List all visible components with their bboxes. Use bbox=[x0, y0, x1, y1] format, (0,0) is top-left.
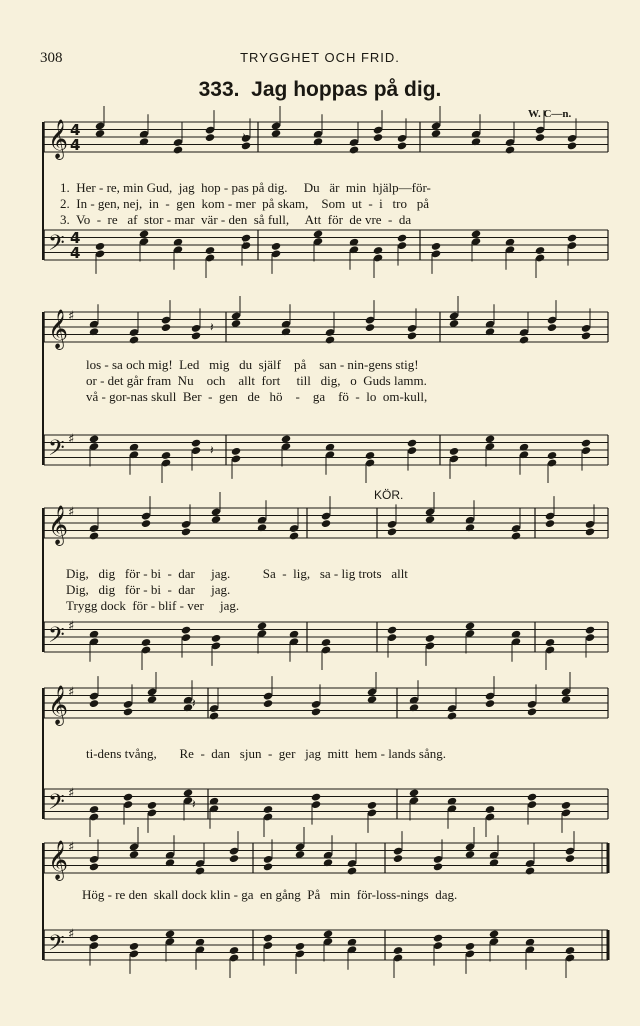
note-head bbox=[141, 519, 151, 528]
note-head bbox=[525, 866, 535, 875]
note-head bbox=[229, 946, 239, 955]
note-head bbox=[387, 527, 397, 536]
note-head bbox=[585, 527, 595, 536]
note-head bbox=[205, 246, 215, 255]
note-head bbox=[89, 805, 99, 814]
note-head bbox=[393, 854, 403, 863]
treble-clef-icon: 𝄞 bbox=[48, 505, 69, 545]
note-head bbox=[95, 242, 105, 251]
treble-clef-icon: 𝄞 bbox=[48, 685, 69, 725]
note-head bbox=[365, 451, 375, 460]
note-head bbox=[565, 946, 575, 955]
note-head bbox=[547, 323, 557, 332]
treble-clef-icon: 𝄞 bbox=[48, 840, 69, 880]
note-head bbox=[141, 638, 151, 647]
note-head bbox=[311, 707, 321, 716]
note-head bbox=[195, 866, 205, 875]
note-head bbox=[365, 323, 375, 332]
treble-clef-icon: 𝄞 bbox=[48, 309, 69, 349]
note-head bbox=[263, 934, 273, 943]
note-head bbox=[263, 862, 273, 871]
rest-icon: 𝄽 bbox=[192, 797, 196, 811]
note-head bbox=[373, 246, 383, 255]
page-number: 308 bbox=[40, 50, 63, 66]
note-head bbox=[425, 634, 435, 643]
note-head bbox=[321, 519, 331, 528]
note-head bbox=[545, 519, 555, 528]
note-head bbox=[465, 942, 475, 951]
sharp-icon: ♯ bbox=[68, 309, 75, 324]
note-head bbox=[393, 946, 403, 955]
time-signature: 4 bbox=[70, 136, 81, 154]
note-head bbox=[147, 801, 157, 810]
time-signature: 4 bbox=[70, 121, 81, 139]
note-head bbox=[431, 242, 441, 251]
time-signature: 4 bbox=[70, 229, 81, 247]
rest-icon: 𝄽 bbox=[242, 130, 246, 144]
note-head bbox=[397, 141, 407, 150]
note-head bbox=[129, 335, 139, 344]
note-head bbox=[123, 707, 133, 716]
note-head bbox=[505, 145, 515, 154]
note-head bbox=[211, 634, 221, 643]
note-head bbox=[89, 862, 99, 871]
lyric-line: Dig, dig för - bi - dar jag. Sa - lig, sa - lig trots allt bbox=[66, 566, 408, 581]
note-head bbox=[263, 805, 273, 814]
chorus-label: KÖR. bbox=[374, 488, 404, 502]
sharp-icon: ♯ bbox=[68, 927, 75, 942]
note-head bbox=[485, 699, 495, 708]
treble-clef-icon: 𝄞 bbox=[48, 119, 69, 159]
note-head bbox=[209, 711, 219, 720]
bass-clef-icon: 𝄢 bbox=[48, 436, 65, 466]
bass-clef-icon: 𝄢 bbox=[48, 790, 65, 820]
lyric-line: los - sa och mig! Led mig du själf på san - nin-gens stig! bbox=[86, 357, 419, 372]
note-head bbox=[433, 862, 443, 871]
note-head bbox=[229, 854, 239, 863]
note-head bbox=[447, 711, 457, 720]
note-head bbox=[325, 335, 335, 344]
note-head bbox=[161, 451, 171, 460]
note-head bbox=[231, 447, 241, 456]
lyric-line: ti-dens tvång, Re - dan sjun - ger jag mitt hem - lands sång. bbox=[86, 746, 446, 761]
note-head bbox=[407, 439, 417, 448]
note-head bbox=[449, 447, 459, 456]
sharp-icon: ♯ bbox=[68, 432, 75, 447]
note-head bbox=[397, 234, 407, 243]
note-head bbox=[567, 234, 577, 243]
note-head bbox=[567, 141, 577, 150]
bass-clef-icon: 𝄢 bbox=[48, 931, 65, 961]
note-head bbox=[181, 626, 191, 635]
note-head bbox=[545, 638, 555, 647]
note-head bbox=[181, 527, 191, 536]
rest-icon: 𝄽 bbox=[210, 443, 214, 457]
note-head bbox=[407, 331, 417, 340]
hymn-title-text: Jag hoppas på dig. bbox=[251, 78, 442, 101]
lyric-line: 1. Her - re, min Gud, jag hop - pas på dig. Du är min hjälp—för- bbox=[60, 180, 431, 195]
lyric-line: 3. Vo - re af stor - mar vär - den så full, Att för de vre - da bbox=[60, 212, 412, 227]
note-head bbox=[173, 145, 183, 154]
note-head bbox=[511, 531, 521, 540]
rest-icon: 𝄽 bbox=[242, 238, 246, 252]
note-head bbox=[565, 854, 575, 863]
note-head bbox=[527, 793, 537, 802]
note-head bbox=[581, 439, 591, 448]
note-head bbox=[123, 793, 133, 802]
note-head bbox=[387, 626, 397, 635]
note-head bbox=[89, 699, 99, 708]
sharp-icon: ♯ bbox=[68, 685, 75, 700]
running-title: TRYGGHET OCH FRID. bbox=[240, 50, 400, 65]
lyric-line: Dig, dig för - bi - dar jag. bbox=[66, 582, 231, 597]
sharp-icon: ♯ bbox=[68, 840, 75, 855]
note-head bbox=[547, 451, 557, 460]
hymn-number: 333. bbox=[198, 78, 240, 101]
note-head bbox=[561, 801, 571, 810]
rest-icon: 𝄽 bbox=[210, 320, 214, 334]
sharp-icon: ♯ bbox=[68, 786, 75, 801]
note-head bbox=[295, 942, 305, 951]
note-head bbox=[347, 866, 357, 875]
note-head bbox=[581, 331, 591, 340]
time-signature: 4 bbox=[70, 244, 81, 262]
note-head bbox=[263, 699, 273, 708]
note-head bbox=[191, 331, 201, 340]
lyric-line: or - det går fram Nu och allt fort till dig, o Guds lamm. bbox=[86, 373, 427, 388]
note-head bbox=[527, 707, 537, 716]
rest-icon: 𝄽 bbox=[192, 696, 196, 710]
sharp-icon: ♯ bbox=[68, 505, 75, 520]
note-head bbox=[129, 942, 139, 951]
lyric-line: 2. In - gen, nej, in - gen kom - mer på skam, Som ut - i tro på bbox=[60, 196, 429, 211]
note-head bbox=[311, 793, 321, 802]
bass-clef-icon: 𝄢 bbox=[48, 623, 65, 653]
note-head bbox=[289, 531, 299, 540]
note-head bbox=[367, 801, 377, 810]
note-head bbox=[535, 133, 545, 142]
note-head bbox=[161, 323, 171, 332]
bass-clef-icon: 𝄢 bbox=[48, 231, 65, 261]
lyric-line: Hög - re den skall dock klin - ga en gång På min för-loss-nings dag. bbox=[82, 887, 458, 902]
note-head bbox=[535, 246, 545, 255]
note-head bbox=[373, 133, 383, 142]
author-credit: W. C—n. bbox=[528, 108, 572, 120]
note-head bbox=[349, 145, 359, 154]
lyric-line: Trygg dock för - blif - ver jag. bbox=[66, 598, 240, 613]
note-head bbox=[433, 934, 443, 943]
note-head bbox=[89, 934, 99, 943]
note-head bbox=[321, 638, 331, 647]
note-head bbox=[485, 805, 495, 814]
note-head bbox=[519, 335, 529, 344]
note-head bbox=[205, 133, 215, 142]
sharp-icon: ♯ bbox=[68, 619, 75, 634]
lyric-line: vå - gor-nas skull Ber - gen de hö - ga fö - lo om-kull, bbox=[86, 389, 428, 404]
note-head bbox=[89, 531, 99, 540]
note-head bbox=[585, 626, 595, 635]
note-head bbox=[271, 242, 281, 251]
note-head bbox=[191, 439, 201, 448]
